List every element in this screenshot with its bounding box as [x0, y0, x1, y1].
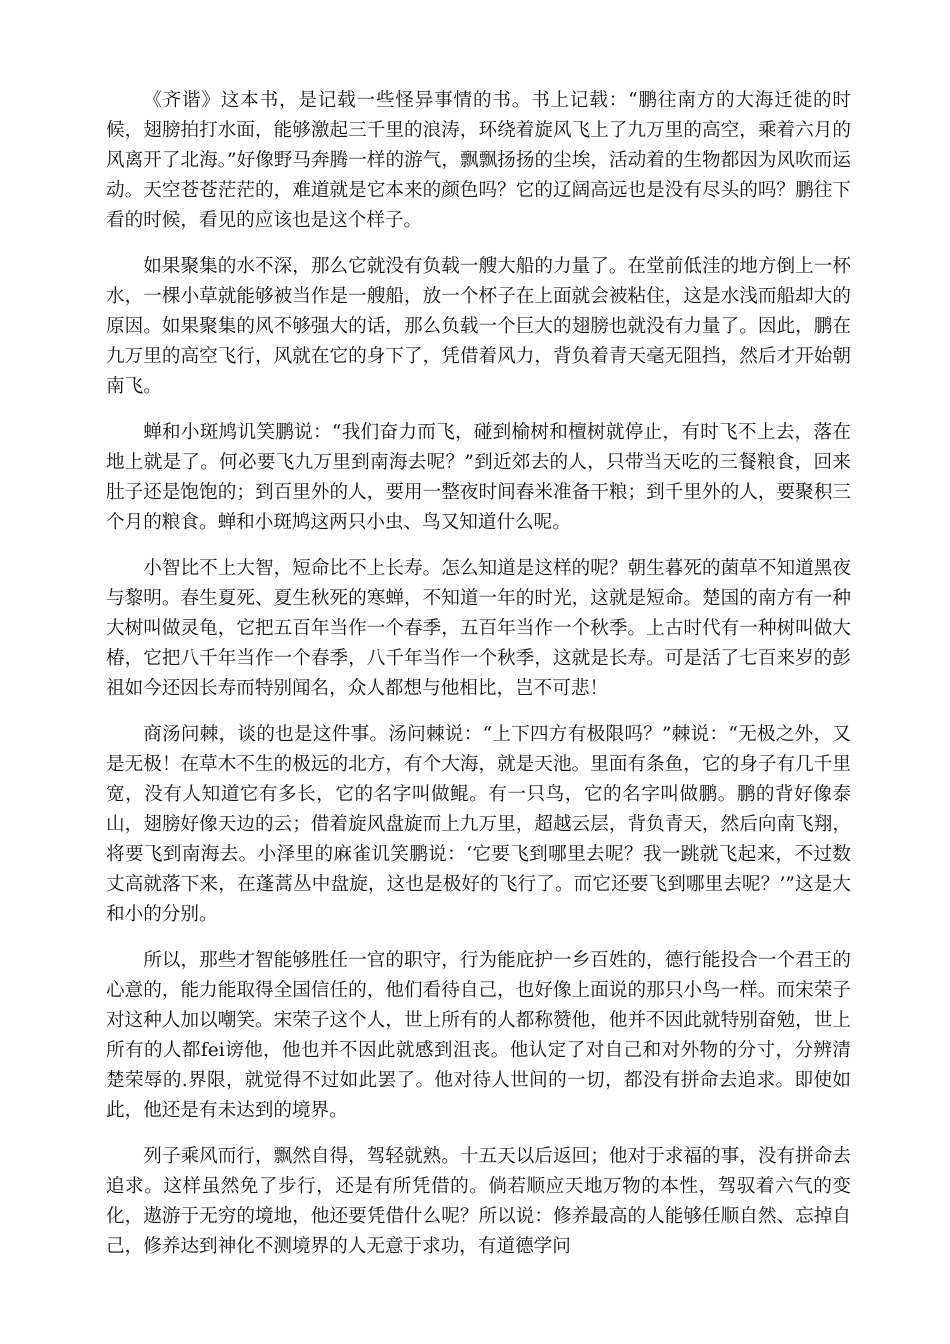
paragraph-4: 小智比不上大智，短命比不上长寿。怎么知道是这样的呢？朝生暮死的菌草不知道黑夜与黎明。春生夏死、夏生秋死的寒蝉，不知道一年的时光，这就是短命。楚国的南方有一种大树叫做灵龟，它把五百年当作一个春季，五百年当作一个秋季。上古时代有一种树叫做大椿，它把八千年当作一个春季，八千年当作一个秋季，这就是长寿。可是活了七百来岁的彭祖如今还因长寿而特别闻名，众人都想与他相比，岂不可悲！: [106, 558, 851, 699]
paragraph-5: 商汤问棘，谈的也是这件事。汤问棘说：“上下四方有极限吗？”棘说：“无极之外，又是无极！在草木不生的极远的北方，有个大海，就是天池。里面有条鱼，它的身子有几千里宽，没有人知道它有多长，它的名字叫做鲲。有一只鸟，它的名字叫做鹏。鹏的背好像泰山，翅膀好像天边的云；借着旋风盘旋而上九万里，超越云层，背负青天，然后向南飞翔，将要飞到南海去。小泽里的麻雀讥笑鹏说：‘它要飞到哪里去呢？我一跳就飞起来，不过数丈高就落下来，在蓬蒿丛中盘旋，这也是极好的飞行了。而它还要飞到哪里去呢？’”这是大和小的分别。: [106, 724, 851, 925]
paragraph-1: 《齐谐》这本书，是记载一些怪异事情的书。书上记载：“鹏往南方的大海迁徙的时候，翅膀拍打水面，能够激起三千里的浪涛，环绕着旋风飞上了九万里的高空，乘着六月的风离开了北海。”好像野马奔腾一样的游气，飘飘扬扬的尘埃，活动着的生物都因为风吹而运动。天空苍苍茫茫的，难道就是它本来的颜色吗？它的辽阔高远也是没有尽头的吗？鹏往下看的时候，看见的应该也是这个样子。: [106, 90, 851, 231]
paragraph-7: 列子乘风而行，飘然自得，驾轻就熟。十五天以后返回；他对于求福的事，没有拼命去追求。这样虽然免了步行，还是有所凭借的。倘若顺应天地万物的本性，驾驭着六气的变化，遨游于无穷的境地，他还要凭借什么呢？所以说：修养最高的人能够任顺自然、忘掉自己，修养达到神化不测境界的人无意于求功，有道德学问: [106, 1146, 851, 1257]
paragraph-6: 所以，那些才智能够胜任一官的职守，行为能庇护一乡百姓的，德行能投合一个君王的心意的，能力能取得全国信任的，他们看待自己，也好像上面说的那只小鸟一样。而宋荣子对这种人加以嘲笑。宋荣子这个人，世上所有的人都称赞他，他并不因此就特别奋勉，世上所有的人都fei谤他，他也并不因此就感到沮丧。他认定了对自己和对外物的分寸，分辨清楚荣辱的.界限，就觉得不过如此罢了。他对待人世间的一切，都没有拼命去追求。即使如此，他还是有未达到的境界。: [106, 950, 851, 1121]
paragraph-3: 蝉和小斑鸠讥笑鹏说：“我们奋力而飞，碰到榆树和檀树就停止，有时飞不上去，落在地上就是了。何必要飞九万里到南海去呢？”到近郊去的人，只带当天吃的三餐粮食，回来肚子还是饱饱的；到百里外的人，要用一整夜时间舂米准备干粮；到千里外的人，要聚积三个月的粮食。蝉和小斑鸠这两只小虫、鸟又知道什么呢。: [106, 422, 851, 533]
paragraph-2: 如果聚集的水不深，那么它就没有负载一艘大船的力量了。在堂前低洼的地方倒上一杯水，一棵小草就能够被当作是一艘船，放一个杯子在上面就会被粘住，这是水浅而船却大的原因。如果聚集的风不够强大的话，那么负载一个巨大的翅膀也就没有力量了。因此，鹏在九万里的高空飞行，风就在它的身下了，凭借着风力，背负着青天毫无阻挡，然后才开始朝南飞。: [106, 256, 851, 397]
document-body: [106, 86, 851, 1278]
